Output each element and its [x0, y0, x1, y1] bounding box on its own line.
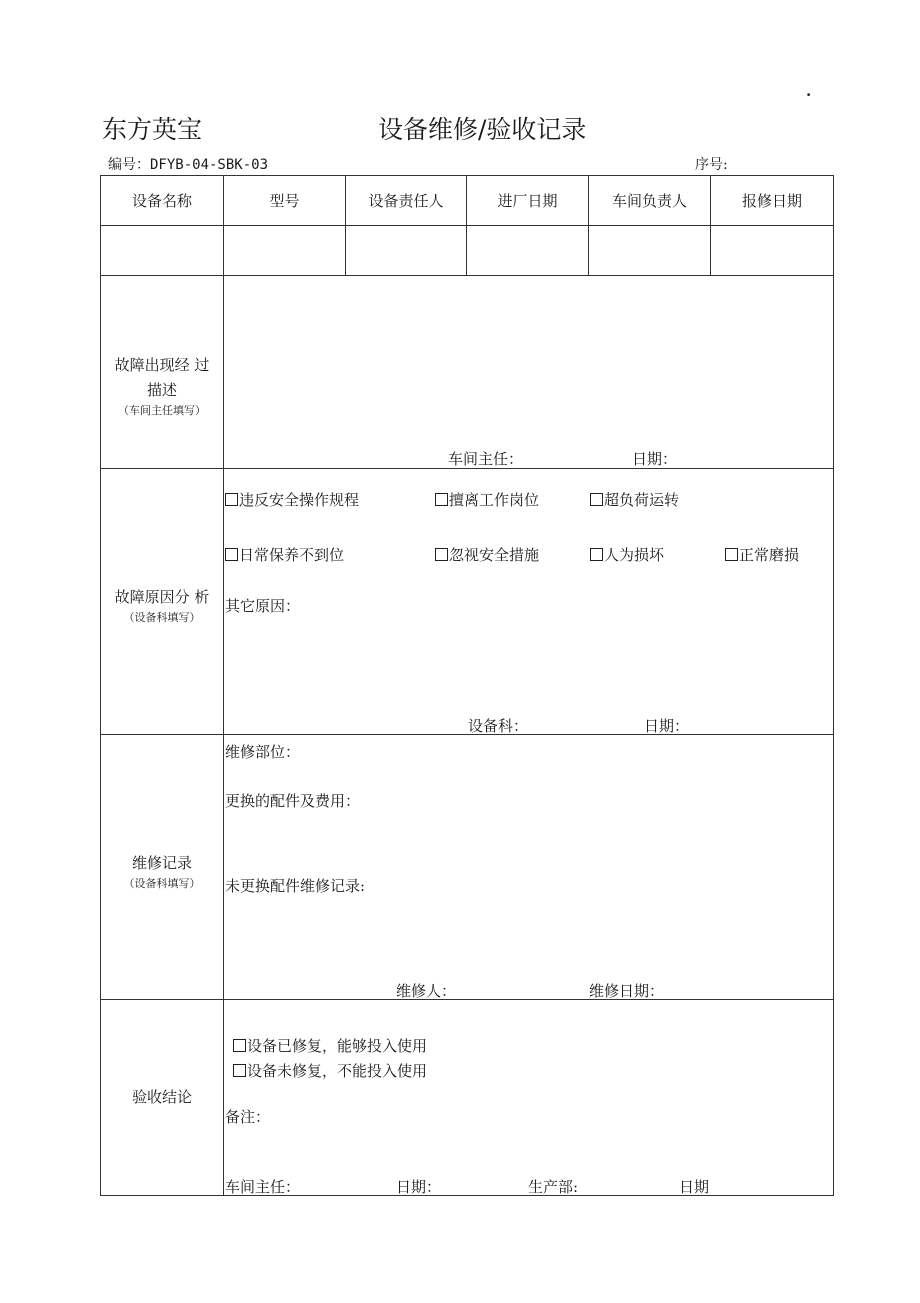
repair-part-label: 维修部位：: [225, 743, 301, 761]
checkbox-icon: [225, 493, 238, 506]
workshop-lead-field[interactable]: [589, 226, 711, 276]
cause-option[interactable]: 违反安全操作规程: [225, 489, 359, 510]
cause-option[interactable]: 正常磨损: [725, 544, 799, 565]
cause-option[interactable]: 擅离工作岗位: [435, 489, 539, 510]
fault-desc-area[interactable]: [224, 276, 834, 469]
fault-desc-row: [101, 276, 834, 469]
header-cell: 进厂日期: [467, 176, 589, 226]
workshop-director-sign: 车间主任：: [448, 450, 524, 468]
fault-cause-date: 日期：: [644, 717, 690, 735]
header-cell: 车间负责人: [589, 176, 711, 226]
cause-option[interactable]: 日常保养不到位: [225, 544, 344, 565]
checkbox-icon: [225, 548, 238, 561]
fault-desc-date: 日期：: [632, 450, 678, 468]
record-table: [100, 175, 834, 1196]
repair-label: 维修记录 （设备科填写）: [101, 735, 224, 1000]
checkbox-icon: [590, 548, 603, 561]
corner-mark: .: [806, 82, 812, 100]
equipment-dept-sign: 设备科：: [468, 717, 529, 735]
acceptance-area: [224, 1000, 834, 1196]
header-cell: 设备责任人: [346, 176, 467, 226]
accept-option-not-repaired[interactable]: 设备未修复，不能投入使用: [233, 1060, 427, 1081]
checkbox-icon: [435, 493, 448, 506]
entry-row: [101, 226, 834, 276]
production-dept-sign: 生产部:: [528, 1178, 579, 1196]
fault-cause-label: 故障原因分 析 （设备科填写）: [101, 469, 224, 735]
header-cell: 设备名称: [101, 176, 224, 226]
repair-area[interactable]: [224, 735, 834, 1000]
owner-field[interactable]: [346, 226, 467, 276]
unreplaced-record-label: 未更换配件维修记录:: [225, 877, 366, 895]
arrival-date-field[interactable]: [467, 226, 589, 276]
accept-option-repaired[interactable]: 设备已修复，能够投入使用: [233, 1035, 427, 1056]
company-name: 东方英宝: [102, 115, 203, 144]
checkbox-icon: [233, 1064, 246, 1077]
other-cause-label: 其它原因：: [225, 597, 301, 615]
equipment-name-field[interactable]: [101, 226, 224, 276]
model-field[interactable]: [224, 226, 346, 276]
fault-cause-area: [224, 469, 834, 735]
cause-option[interactable]: 忽视安全措施: [435, 544, 539, 565]
serial-label: 序号:: [695, 157, 728, 173]
header-row: [101, 176, 834, 226]
checkbox-icon: [590, 493, 603, 506]
acceptance-row: [101, 1000, 834, 1196]
report-date-field[interactable]: [711, 226, 834, 276]
page-title: 设备维修/验收记录: [378, 115, 587, 144]
cause-option[interactable]: 超负荷运转: [590, 489, 679, 510]
acceptance-label: 验收结论: [101, 1000, 224, 1196]
checkbox-icon: [725, 548, 738, 561]
workshop-director-sign: 车间主任：: [225, 1178, 301, 1196]
repair-date: 维修日期：: [589, 982, 665, 1000]
form-code: 编号：DFYB-04-SBK-03: [108, 157, 269, 173]
repair-row: [101, 735, 834, 1000]
cause-option[interactable]: 人为损坏: [590, 544, 664, 565]
acceptance-date: 日期：: [396, 1178, 442, 1196]
header-cell: 报修日期: [711, 176, 834, 226]
repairer-sign: 维修人：: [396, 982, 457, 1000]
fault-desc-label: 故障出现经 过 描述 （车间主任填写）: [101, 276, 224, 469]
production-date: 日期: [679, 1178, 710, 1196]
header-cell: 型号: [224, 176, 346, 226]
replaced-parts-label: 更换的配件及费用：: [225, 792, 361, 810]
fault-cause-row: [101, 469, 834, 735]
checkbox-icon: [233, 1039, 246, 1052]
remark-label: 备注：: [225, 1108, 271, 1126]
checkbox-icon: [435, 548, 448, 561]
